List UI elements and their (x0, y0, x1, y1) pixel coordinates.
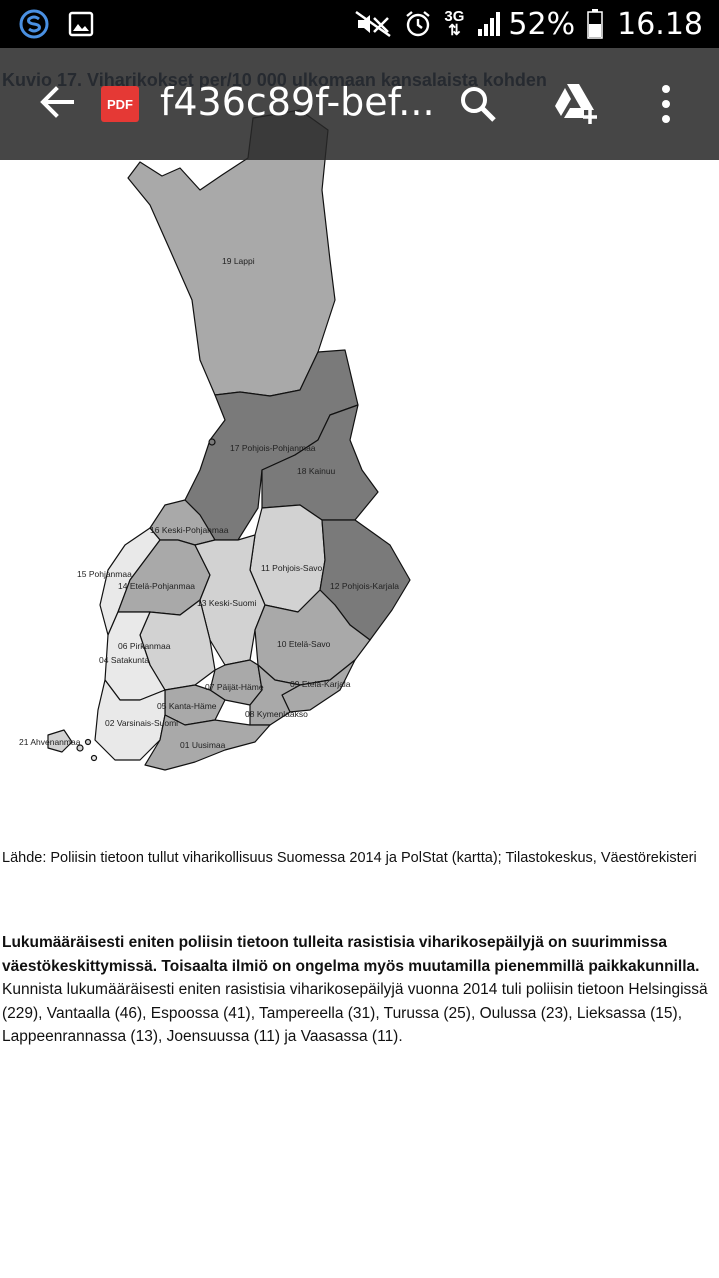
map-label: 04 Satakunta (99, 655, 150, 665)
map-label: 10 Etelä-Savo (277, 639, 331, 649)
mute-icon (354, 10, 392, 38)
map-svg (0, 100, 460, 790)
battery-icon (587, 9, 603, 39)
finland-region-map (0, 100, 460, 790)
body-lead-bold: Lukumääräisesti eniten poliisin tietoon tulleita rasistisia viharikosepäilyjä on suurimmissa väestökeskittymissä. Toisaalta ilmiö on ongelma myös muutamilla pienemmillä paikkakunnilla. (2, 934, 700, 975)
network-3g-icon: 3G ⇅ (444, 8, 465, 39)
alarm-icon (404, 10, 432, 38)
map-label: 11 Pohjois-Savo (261, 563, 323, 573)
signal-icon (476, 10, 504, 38)
archipelago-island (209, 439, 215, 445)
battery-percent: 52% (508, 6, 576, 42)
map-label: 13 Keski-Suomi (197, 598, 257, 608)
status-bar-left (18, 8, 112, 40)
map-label: 19 Lappi (222, 256, 255, 266)
map-label: 21 Ahvenanmaa (19, 737, 81, 747)
body-regular: Kunnista lukumääräisesti eniten rasistisia viharikosepäilyjä vuonna 2014 tuli poliisin tietoon Helsingissä (229), Vantaalla (46), Espoossa (41), Tampereella (31), Turussa (25), Oulussa (23), Lieksassa (15), Lappeenrannassa (13), Joensuussa (11) ja Vaasassa (11). (2, 981, 708, 1045)
gallery-icon (68, 11, 94, 37)
body-paragraph (2, 931, 714, 1049)
status-time: 16.18 (617, 6, 703, 42)
pdf-file-icon (101, 86, 139, 122)
map-label: 17 Pohjois-Pohjanmaa (230, 443, 316, 453)
search-icon[interactable] (458, 84, 498, 124)
back-arrow-icon[interactable] (36, 82, 76, 122)
map-label: 18 Kainuu (297, 466, 336, 476)
app-s-icon (18, 8, 50, 40)
drive-add-icon[interactable] (552, 82, 598, 124)
archipelago-island (92, 756, 97, 761)
status-bar (0, 0, 719, 48)
pdf-badge-label: PDF (107, 96, 133, 112)
ahvenanmaa-island (86, 740, 91, 745)
map-label: 14 Etelä-Pohjanmaa (118, 581, 196, 591)
map-label: 02 Varsinais-Suomi (105, 718, 179, 728)
document-title: f436c89f-bef... (160, 80, 435, 124)
network-type-label: 3G (444, 8, 465, 25)
more-vertical-icon[interactable] (652, 82, 680, 126)
map-label: 08 Kymenlaakso (245, 709, 308, 719)
pdf-viewer-toolbar (0, 48, 719, 160)
status-bar-right (342, 7, 703, 42)
map-label: 16 Keski-Pohjanmaa (150, 525, 229, 535)
map-label: 05 Kanta-Häme (157, 701, 217, 711)
map-label: 15 Pohjanmaa (77, 569, 132, 579)
map-label: 12 Pohjois-Karjala (330, 581, 399, 591)
map-label: 09 Etelä-Karjala (290, 679, 351, 689)
map-label: 07 Päijät-Häme (205, 682, 264, 692)
map-label: 01 Uusimaa (180, 740, 226, 750)
figure-source: Lähde: Poliisin tietoon tullut viharikollisuus Suomessa 2014 ja PolStat (kartta); Tilastokeskus, Väestörekisteri (2, 850, 697, 866)
map-label: 06 Pirkanmaa (118, 641, 171, 651)
